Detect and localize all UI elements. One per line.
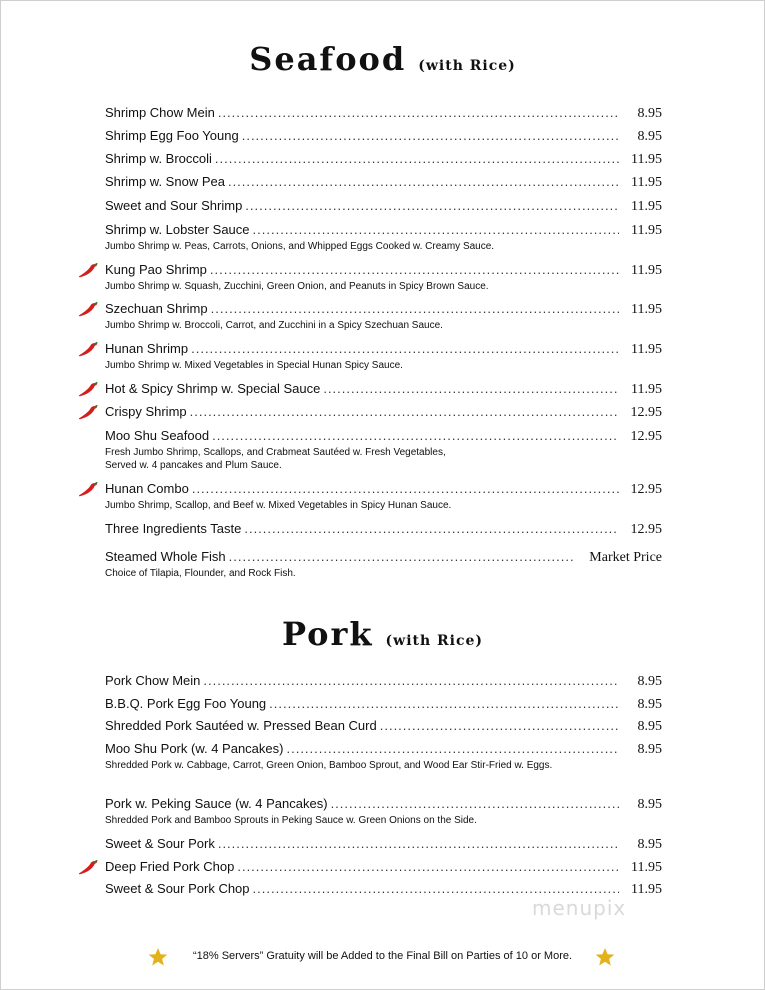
chili-pepper-icon	[78, 381, 98, 397]
dot-leader	[245, 198, 619, 214]
menu-item-name: Sweet & Sour Pork Chop	[105, 881, 250, 896]
menu-item-line	[105, 174, 662, 191]
menu-item-description: Fresh Jumbo Shrimp, Scallops, and Crabmeat Sautéed w. Fresh Vegetables, Served w. 4 pancakes and Plum Sauce.	[105, 447, 446, 471]
dot-leader	[229, 549, 574, 565]
menu-item-name: Steamed Whole Fish	[105, 549, 226, 564]
menu-item-line	[105, 198, 662, 215]
menu-item-name: Moo Shu Pork (w. 4 Pancakes)	[105, 741, 284, 756]
menu-item-description: Jumbo Shrimp w. Broccoli, Carrot, and Zucchini in a Spicy Szechuan Sauce.	[105, 320, 443, 331]
dot-leader	[212, 428, 619, 444]
menu-item-price: 11.95	[631, 223, 662, 238]
menu-item	[105, 796, 662, 827]
menu-item-price: 8.95	[637, 837, 662, 852]
menu-item-price: 8.95	[637, 106, 662, 121]
menu-item-price: 12.95	[630, 482, 662, 497]
chili-pepper-icon	[78, 481, 98, 497]
dot-leader	[192, 481, 619, 497]
menu-item-price: 11.95	[631, 302, 662, 317]
dot-leader	[253, 222, 619, 238]
menu-item	[105, 696, 662, 713]
menu-item-line	[105, 859, 662, 876]
menu-item-name: Moo Shu Seafood	[105, 428, 210, 443]
dot-leader	[210, 262, 619, 278]
menu-item	[105, 128, 662, 145]
dot-leader	[190, 404, 619, 420]
menu-item-line	[105, 673, 662, 690]
menu-item-description: Jumbo Shrimp w. Mixed Vegetables in Special Hunan Spicy Sauce.	[105, 360, 403, 371]
menu-item-price: 12.95	[630, 522, 662, 537]
menu-item-name: Hunan Combo	[105, 481, 189, 496]
menu-item	[105, 262, 662, 293]
chili-pepper-icon	[78, 404, 98, 420]
menu-item-price: 11.95	[631, 152, 662, 167]
menu-item-line	[105, 105, 662, 122]
menu-item-price: 8.95	[637, 797, 662, 812]
dot-leader	[380, 718, 619, 734]
menu-item-description: Jumbo Shrimp w. Squash, Zucchini, Green Onion, and Peanuts in Spicy Brown Sauce.	[105, 281, 489, 292]
menu-item	[105, 198, 662, 215]
menu-item	[105, 718, 662, 735]
menu-item-line	[105, 262, 662, 279]
watermark: menupix	[532, 896, 627, 920]
menu-item-line	[105, 222, 662, 239]
dot-leader	[237, 859, 619, 875]
menu-item-line	[105, 696, 662, 713]
dot-leader	[203, 673, 619, 689]
menu-item-description: Jumbo Shrimp w. Peas, Carrots, Onions, and Whipped Eggs Cooked w. Creamy Sauce.	[105, 241, 495, 252]
menu-item-name: Shrimp w. Lobster Sauce	[105, 222, 250, 237]
menu-item-price: 8.95	[637, 129, 662, 144]
gratuity-note: “18% Servers” Gratuity will be Added to the Final Bill on Parties of 10 or More.	[192, 950, 573, 962]
menu-item-price: 8.95	[637, 674, 662, 689]
chili-pepper-icon	[78, 341, 98, 357]
menu-item-line	[105, 301, 662, 318]
menu-item-line	[105, 128, 662, 145]
menu-item-name: Pork Chow Mein	[105, 673, 201, 688]
menu-item-name: Hot & Spicy Shrimp w. Special Sauce	[105, 381, 321, 396]
menu-item	[105, 549, 662, 580]
menu-item-price: 8.95	[637, 742, 662, 757]
menu-item-name: B.B.Q. Pork Egg Foo Young	[105, 696, 267, 711]
menu-item	[105, 741, 662, 772]
menu-item-price: 11.95	[631, 342, 662, 357]
dot-leader	[218, 105, 619, 121]
menu-item-price: 11.95	[631, 263, 662, 278]
dot-leader	[323, 381, 619, 397]
menu-item-name: Deep Fried Pork Chop	[105, 859, 235, 874]
menu-item	[105, 428, 662, 472]
dot-leader	[269, 696, 619, 712]
chili-pepper-icon	[78, 301, 98, 317]
seafood-title: Seafood	[249, 40, 407, 78]
menu-item	[105, 481, 662, 512]
menu-item-name: Three Ingredients Taste	[105, 521, 242, 536]
dot-leader	[218, 836, 619, 852]
seafood-subtitle: (with Rice)	[418, 58, 516, 74]
menu-item	[105, 151, 662, 168]
dot-leader	[215, 151, 619, 167]
menu-item-line	[105, 836, 662, 853]
pork-title: Pork	[281, 615, 374, 653]
menu-item-name: Shrimp w. Snow Pea	[105, 174, 225, 189]
menu-item-name: Sweet & Sour Pork	[105, 836, 215, 851]
dot-leader	[242, 128, 619, 144]
menu-item-name: Crispy Shrimp	[105, 404, 187, 419]
dot-leader	[286, 741, 619, 757]
menu-item-description: Shredded Pork and Bamboo Sprouts in Peking Sauce w. Green Onions on the Side.	[105, 815, 477, 826]
chili-pepper-icon	[78, 262, 98, 278]
menu-item-price: 11.95	[631, 199, 662, 214]
menu-item-price: Market Price	[589, 550, 662, 565]
menu-item-price: 12.95	[630, 429, 662, 444]
menu-item-description: Choice of Tilapia, Flounder, and Rock Fish.	[105, 568, 296, 579]
menu-item-line	[105, 549, 662, 566]
menu-item-line	[105, 381, 662, 398]
menu-item-name: Shrimp Egg Foo Young	[105, 128, 239, 143]
dot-leader	[211, 301, 619, 317]
menu-item-name: Sweet and Sour Shrimp	[105, 198, 243, 213]
menu-item-line	[105, 521, 662, 538]
menu-item-price: 11.95	[631, 382, 662, 397]
menu-item-name: Kung Pao Shrimp	[105, 262, 207, 277]
menu-item	[105, 174, 662, 191]
menu-item-description: Jumbo Shrimp, Scallop, and Beef w. Mixed Vegetables in Spicy Hunan Sauce.	[105, 500, 452, 511]
menu-item	[105, 341, 662, 372]
menu-item-line	[105, 428, 662, 445]
pork-heading	[0, 615, 765, 653]
seafood-heading	[0, 40, 765, 78]
menu-item-line	[105, 481, 662, 498]
dot-leader	[331, 796, 619, 812]
menu-item-price: 11.95	[631, 882, 662, 897]
menu-item	[105, 222, 662, 253]
menu-item-line	[105, 341, 662, 358]
dot-leader	[253, 881, 619, 897]
chili-pepper-icon	[78, 859, 98, 875]
menu-item-line	[105, 151, 662, 168]
menu-item-name: Shrimp Chow Mein	[105, 105, 215, 120]
menu-item-name: Pork w. Peking Sauce (w. 4 Pancakes)	[105, 796, 328, 811]
menu-item-price: 8.95	[637, 697, 662, 712]
menu-item	[105, 859, 662, 876]
menu-item	[105, 105, 662, 122]
menu-item-price: 8.95	[637, 719, 662, 734]
pork-subtitle: (with Rice)	[385, 633, 484, 649]
star-icon	[595, 947, 615, 967]
menu-item-line	[105, 741, 662, 758]
menu-item	[105, 673, 662, 690]
menu-item-price: 11.95	[631, 860, 662, 875]
menu-item-price: 11.95	[631, 175, 662, 190]
menu-item-name: Hunan Shrimp	[105, 341, 189, 356]
menu-item-price: 12.95	[630, 405, 662, 420]
menu-item-line	[105, 796, 662, 813]
dot-leader	[244, 521, 619, 537]
dot-leader	[191, 341, 619, 357]
menu-item-line	[105, 404, 662, 421]
menu-item	[105, 836, 662, 853]
menu-item	[105, 301, 662, 332]
menu-item-name: Shredded Pork Sautéed w. Pressed Bean Curd	[105, 718, 377, 733]
menu-item	[105, 404, 662, 421]
menu-item-description: Shredded Pork w. Cabbage, Carrot, Green Onion, Bamboo Sprout, and Wood Ear Stir-Fried w. Eggs.	[105, 760, 553, 771]
menu-item	[105, 521, 662, 538]
menu-item-name: Shrimp w. Broccoli	[105, 151, 212, 166]
menu-item	[105, 381, 662, 398]
menu-item-name: Szechuan Shrimp	[105, 301, 208, 316]
menu-item-line	[105, 718, 662, 735]
dot-leader	[228, 174, 619, 190]
